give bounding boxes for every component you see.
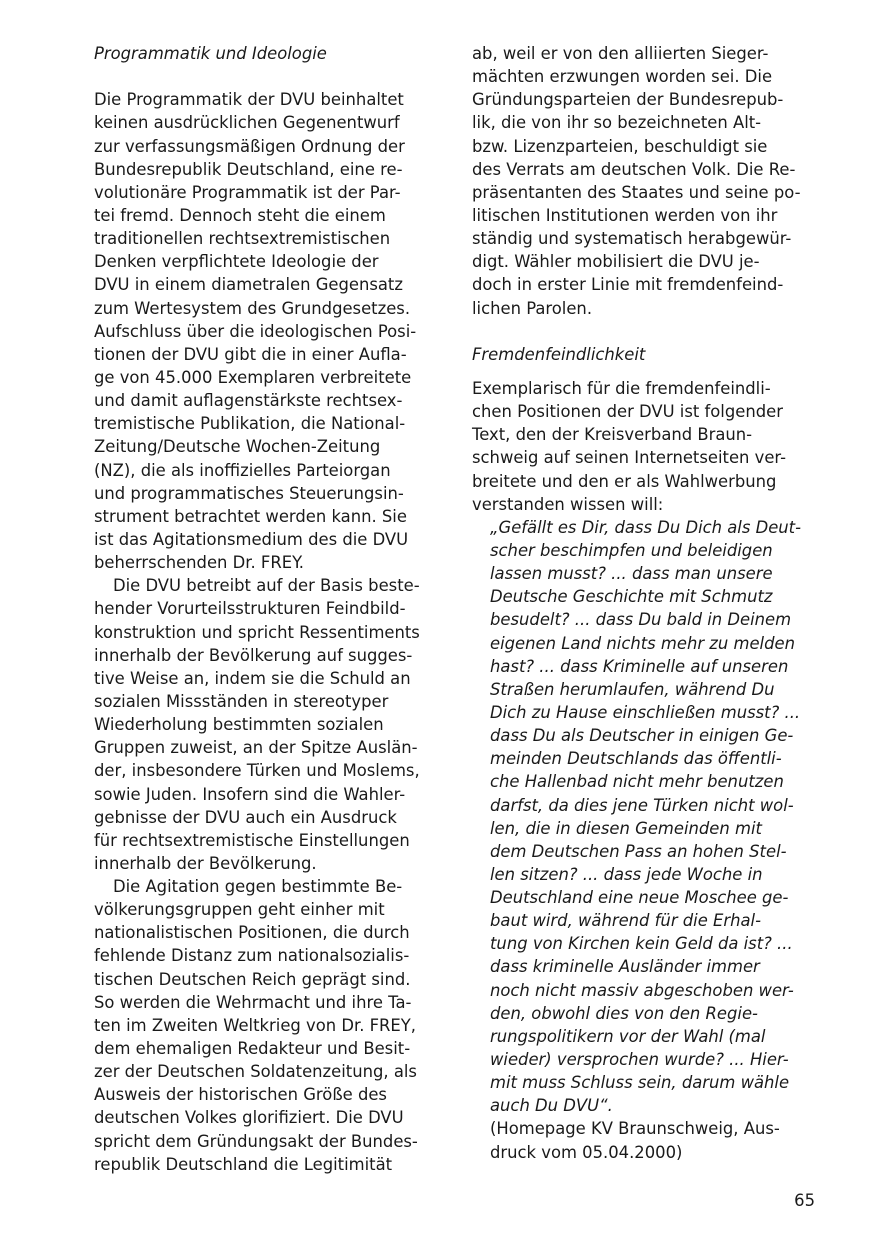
text-line: volutionäre Programmatik ist der Par- xyxy=(94,182,401,202)
text-line: (Homepage KV Braunschweig, Aus- xyxy=(490,1119,780,1139)
text-line: beherrschenden Dr. FREY. xyxy=(94,553,304,573)
text-line: für rechtsextremistische Einstellungen xyxy=(94,830,410,850)
text-line: des Verrats am deutschen Volk. Die Re- xyxy=(472,159,796,179)
left-column xyxy=(94,42,442,1176)
text-line: tive Weise an, indem sie die Schuld an xyxy=(94,668,411,688)
text-line: innerhalb der Bevölkerung auf sugges- xyxy=(94,645,413,665)
page-number: 65 xyxy=(794,1191,815,1210)
left-paragraphs xyxy=(94,88,442,1176)
section-heading-programmatik: Programmatik und Ideologie xyxy=(94,44,327,63)
text-line: len, die in diesen Gemeinden mit xyxy=(490,818,762,838)
text-line: zur verfassungsmäßigen Ordnung der xyxy=(94,136,405,156)
text-line: Dich zu Hause einschließen musst? ... xyxy=(490,702,801,722)
text-line: ist das Agitationsmedium des die DVU xyxy=(94,529,409,549)
text-line: tei fremd. Dennoch steht die einem xyxy=(94,205,386,225)
section-heading-fremdenfeindlichkeit: Fremdenfeindlichkeit xyxy=(472,344,646,364)
paragraph xyxy=(94,574,442,875)
text-line: dem Deutschen Pass an hohen Stel- xyxy=(490,841,787,861)
text-line: dass kriminelle Ausländer immer xyxy=(490,957,760,977)
text-line: litischen Institutionen werden von ihr xyxy=(472,205,778,225)
text-line: Die DVU betreibt auf der Basis beste- xyxy=(113,576,420,596)
text-line: lassen musst? ... dass man unsere xyxy=(490,564,773,584)
text-line: ständig und systematisch herabgewür- xyxy=(472,229,792,249)
text-line: Denken verpflichtete Ideologie der xyxy=(94,252,379,272)
text-line: Aufschluss über die ideologischen Posi- xyxy=(94,321,417,341)
text-line: Wiederholung bestimmten sozialen xyxy=(94,715,384,735)
text-line: präsentanten des Staates und seine po- xyxy=(472,182,801,202)
text-line: meinden Deutschlands das öffentli- xyxy=(490,749,782,769)
text-line: digt. Wähler mobilisiert die DVU je- xyxy=(472,252,760,272)
text-line: schweig auf seinen Internetseiten ver- xyxy=(472,448,787,468)
text-line: Gruppen zuweist, an der Spitze Auslän- xyxy=(94,738,418,758)
text-line: mit muss Schluss sein, darum wähle xyxy=(490,1073,790,1093)
section-gap xyxy=(472,320,820,343)
text-line: nationalistischen Positionen, die durch xyxy=(94,923,410,943)
text-line: breitete und den er als Wahlwerbung xyxy=(472,471,777,491)
text-line: Text, den der Kreisverband Braun- xyxy=(472,425,753,445)
block-quote xyxy=(472,516,820,1118)
text-line: doch in erster Linie mit fremdenfeind- xyxy=(472,275,784,295)
text-line: Gründungsparteien der Bundesrepub- xyxy=(472,90,784,110)
text-line: besudelt? ... dass Du bald in Deinem xyxy=(490,610,792,630)
text-line: Bundesrepublik Deutschland, eine re- xyxy=(94,159,403,179)
paragraph xyxy=(94,875,442,1176)
paragraph xyxy=(94,88,442,574)
text-line: eigenen Land nichts mehr zu melden xyxy=(490,633,795,653)
text-line: gebnisse der DVU auch ein Ausdruck xyxy=(94,807,397,827)
text-line: fehlende Distanz zum nationalsozialis- xyxy=(94,946,410,966)
text-line: zum Wertesystem des Grundgesetzes. xyxy=(94,298,411,318)
text-line: deutschen Volkes glorifiziert. Die DVU xyxy=(94,1108,404,1128)
text-line: keinen ausdrücklichen Gegenentwurf xyxy=(94,113,400,133)
text-line: Die Agitation gegen bestimmte Be- xyxy=(113,877,403,897)
text-line: ge von 45.000 Exemplaren verbreitete xyxy=(94,367,412,387)
text-line: bzw. Lizenzparteien, beschuldigt sie xyxy=(472,136,768,156)
text-line: Deutsche Geschichte mit Schmutz xyxy=(490,587,773,607)
text-line: spricht dem Gründungsakt der Bundes- xyxy=(94,1131,418,1151)
text-line: strument betrachtet werden kann. Sie xyxy=(94,506,407,526)
text-line: traditionellen rechtsextremistischen xyxy=(94,229,391,249)
text-line: rungspolitikern vor der Wahl (mal xyxy=(490,1026,766,1046)
text-line: Deutschland eine neue Moschee ge- xyxy=(490,888,789,908)
text-line: So werden die Wehrmacht und ihre Ta- xyxy=(94,992,412,1012)
text-line: druck vom 05.04.2000) xyxy=(490,1142,683,1162)
text-line: und damit auflagenstärkste rechtsex- xyxy=(94,391,403,411)
text-line: Exemplarisch für die fremdenfeindli- xyxy=(472,378,771,398)
text-line: che Hallenbad nicht mehr benutzen xyxy=(490,772,784,792)
heading-gap xyxy=(472,366,820,377)
right-column xyxy=(472,42,820,1164)
text-line: Straßen herumlaufen, während Du xyxy=(490,679,775,699)
text-line: tischen Deutschen Reich geprägt sind. xyxy=(94,969,411,989)
text-line: „Gefällt es Dir, dass Du Dich als Deut- xyxy=(490,517,802,537)
text-line: chen Positionen der DVU ist folgender xyxy=(472,402,783,422)
text-line: republik Deutschland die Legitimität xyxy=(94,1154,393,1174)
text-line: hender Vorurteilsstrukturen Feindbild- xyxy=(94,599,406,619)
heading-gap xyxy=(94,65,442,88)
text-line: ten im Zweiten Weltkrieg von Dr. FREY, xyxy=(94,1015,417,1035)
text-line: len sitzen? ... dass jede Woche in xyxy=(490,864,763,884)
text-line: dem ehemaligen Redakteur und Besit- xyxy=(94,1039,411,1059)
text-line: und programmatisches Steuerungsin- xyxy=(94,483,404,503)
text-line: Ausweis der historischen Größe des xyxy=(94,1085,387,1105)
text-line: sozialen Missständen in stereotyper xyxy=(94,691,389,711)
text-line: den, obwohl dies von den Regie- xyxy=(490,1003,758,1023)
text-line: baut wird, während für die Erhal- xyxy=(490,911,762,931)
text-line: konstruktion und spricht Ressentiments xyxy=(94,622,420,642)
text-line: völkerungsgruppen geht einher mit xyxy=(94,900,385,920)
text-line: mächten erzwungen worden sei. Die xyxy=(472,67,773,87)
text-line: noch nicht massiv abgeschoben wer- xyxy=(490,980,794,1000)
text-line: darfst, da dies jene Türken nicht wol- xyxy=(490,795,794,815)
text-line: innerhalb der Bevölkerung. xyxy=(94,853,317,873)
text-line: tremistische Publikation, die National- xyxy=(94,414,406,434)
quote-source xyxy=(472,1117,820,1163)
text-line: lik, die von ihr so bezeichneten Alt- xyxy=(472,113,762,133)
text-line: auch Du DVU“. xyxy=(490,1096,613,1116)
text-line: (NZ), die als inoffizielles Parteiorgan xyxy=(94,460,391,480)
text-line: sowie Juden. Insofern sind die Wahler- xyxy=(94,784,406,804)
text-line: Zeitung/Deutsche Wochen-Zeitung xyxy=(94,437,381,457)
text-line: tionen der DVU gibt die in einer Aufla- xyxy=(94,344,407,364)
text-line: lichen Parolen. xyxy=(472,298,593,318)
text-line: ab, weil er von den alliierten Sieger- xyxy=(472,44,769,63)
text-line: hast? ... dass Kriminelle auf unseren xyxy=(490,656,789,676)
text-line: wieder) versprochen wurde? ... Hier- xyxy=(490,1050,789,1070)
text-line: zer der Deutschen Soldatenzeitung, als xyxy=(94,1062,417,1082)
text-line: dass Du als Deutscher in einigen Ge- xyxy=(490,726,794,746)
continued-paragraph xyxy=(472,42,820,320)
intro-paragraph xyxy=(472,377,820,516)
text-line: der, insbesondere Türken und Moslems, xyxy=(94,761,420,781)
text-line: DVU in einem diametralen Gegensatz xyxy=(94,275,403,295)
text-line: scher beschimpfen und beleidigen xyxy=(490,540,773,560)
text-line: tung von Kirchen kein Geld da ist? ... xyxy=(490,934,793,954)
text-line: Die Programmatik der DVU beinhaltet xyxy=(94,90,404,110)
text-line: verstanden wissen will: xyxy=(472,494,664,514)
